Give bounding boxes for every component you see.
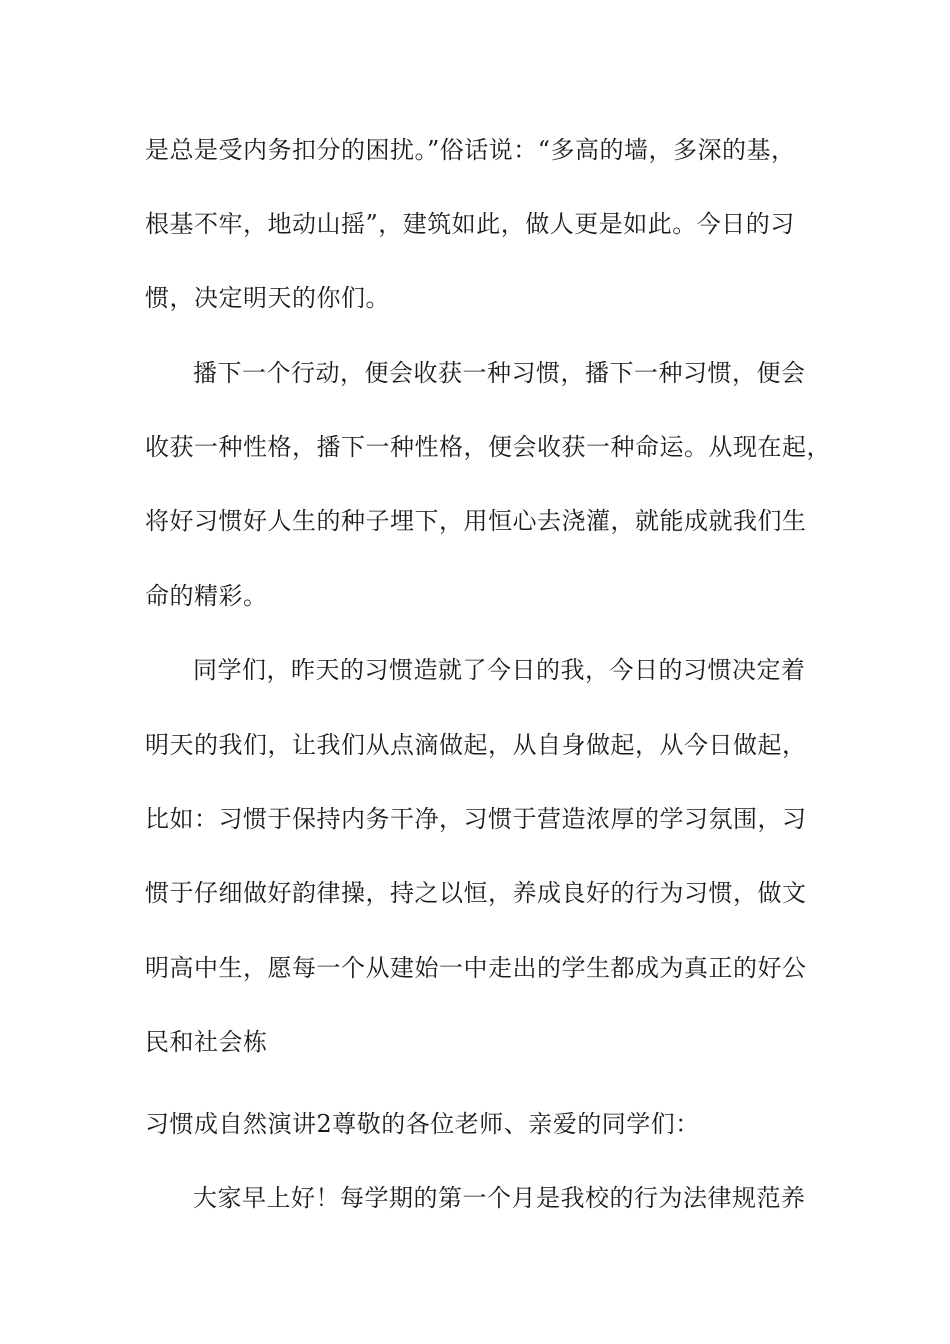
text-line-7: 命的精彩。 (145, 582, 268, 610)
text-line-10: 比如：习惯于保持内务干净，习惯于营造浓厚的学习氛围，习 (145, 805, 807, 833)
text-line-2: 根基不牢，地动山摇”，建筑如此，做人更是如此。今日的习 (145, 210, 795, 238)
text-line-3: 惯，决定明天的你们。 (145, 284, 390, 312)
text-line-6: 将好习惯好人生的种子埋下，用恒心去浇灌，就能成就我们生 (145, 507, 807, 535)
section-heading-line: 习惯成自然演讲2尊敬的各位老师、亲爱的同学们： (145, 1110, 700, 1138)
text-line-8: 同学们，昨天的习惯造就了今日的我，今日的习惯决定着 (193, 656, 806, 684)
text-line-4: 播下一个行动，便会收获一种习惯，播下一种习惯，便会 (193, 359, 806, 387)
text-line-9: 明天的我们，让我们从点滴做起，从自身做起，从今日做起， (145, 731, 807, 759)
text-line-5: 收获一种性格，播下一种性格，便会收获一种命运。从现在起， (145, 433, 831, 461)
text-line-1: 是总是受内务扣分的困扰。”俗话说：“多高的墙，多深的基， (145, 136, 796, 164)
text-line-13: 民和社会栋 (145, 1028, 268, 1056)
text-line-11: 惯于仔细做好韵律操，持之以恒，养成良好的行为习惯，做文 (145, 879, 807, 907)
text-line-15: 大家早上好！每学期的第一个月是我校的行为法律规范养 (193, 1184, 806, 1212)
text-line-12: 明高中生，愿每一个从建始一中走出的学生都成为真正的好公 (145, 954, 807, 982)
